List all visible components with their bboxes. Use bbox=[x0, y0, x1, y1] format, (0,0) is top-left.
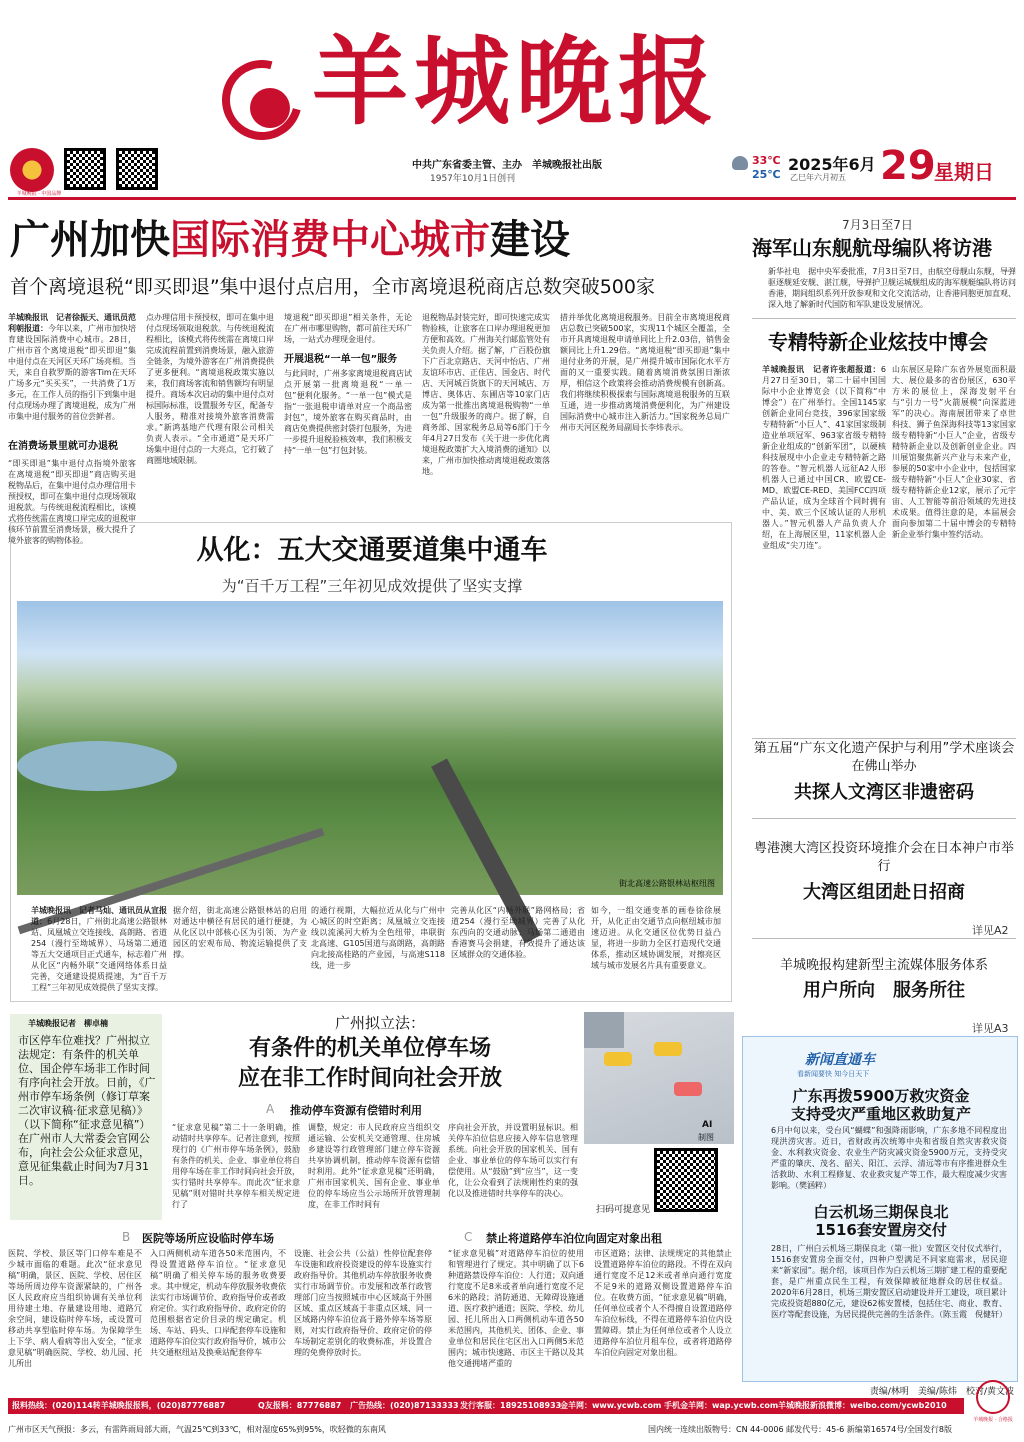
news-box-tag-sub: 看新闻要快 知今日天下 bbox=[797, 1070, 870, 1078]
right-culture-headline: 共探人文湾区非遗密码 bbox=[794, 782, 974, 803]
secB-title: 医院等场所应设临时停车场 bbox=[142, 1232, 274, 1245]
secA-col3: 序向社会开放，并设置明显标识。相关停车泊位信息应接入停车信息管理系统。向社会开放的国家机关、国有企业、事业单位的停车场可以实行有偿使用。从“鼓励”到“应当”，这一变化，让公众看到了法规刚性约束的强化以及推进错时共享停车的决心。 bbox=[448, 1123, 578, 1198]
footer-hotline1: 报料热线：(020)114转羊城晚报报料，(020)87776887 bbox=[12, 1401, 226, 1410]
car-icon-1 bbox=[604, 1052, 632, 1066]
date-year-month: 2025年6月 bbox=[788, 155, 876, 174]
badge-seal-icon bbox=[10, 148, 54, 192]
qr-code-2 bbox=[116, 148, 158, 190]
right-invest-see: 详见A2 bbox=[972, 924, 1009, 937]
lead-col4: 退税物品封装完好，即可快速完成实物验核，让旅客在口岸办理退税更加方便和高效。广州海关行邮监管处有关负责人介绍。据了解，广百股份旗下广百北京路店、天河中怡店、广州友谊环市店、正佳店、国金店、时代店、天河城百货旗下的天河城店、万博店、奥体店、东圃店等10家门店成为第一批推出离境退税购物“一单一包”升级服务的商户。据了解，自商务部、国家税务总局等6部门于今年4月27日发布《关于进一步优化离境退税政策扩大入境消费的通知》以来，广州市加快推动离境退税政策落地。 bbox=[422, 313, 550, 476]
right-top-headline: 海军山东舰航母编队将访港 bbox=[752, 236, 992, 260]
right-invest-headline: 大湾区组团赴日招商 bbox=[803, 882, 965, 903]
conghua-col5: 如今，一组交通变革的画卷徐徐展开，从化正由交通节点向枢纽城市加速迈进。从化交通区位优势日益凸显，将进一步助力全区打造现代交通体系，推动区域协调发展，对擦亮区域与城市发展名片具有重要意义。 bbox=[591, 906, 721, 970]
lead-subhead: 首个离境退税“即买即退”集中退付点启用，全市离境退税商店总数突破500家 bbox=[10, 276, 655, 298]
right-mid-headline: 专精特新企业炫技中博会 bbox=[768, 330, 988, 354]
footer-weibo: 羊城晚报新浪微博：weibo.com/ycwb2010 bbox=[778, 1401, 947, 1410]
ai-label: AI bbox=[702, 1120, 713, 1130]
parking-h2: 应在非工作时间向社会开放 bbox=[237, 1066, 502, 1091]
footer-watermark-seal-icon bbox=[976, 1380, 1010, 1414]
news-box-body: 6月中旬以来，受台风“蝴蝶”和强降雨影响，广东多地不同程度出现洪涝灾害。近日，省财政再次统筹中央和省级自然灾害救灾资金、水利救灾资金、农业生产防灾减灾资金5900万元，支持受灾严重的肇庆、茂名、韶关、阳江、云浮、清远等市有序推进群众生活救助、水利工程修复、农业救灾复产等工作，最大程度减少灾害影响。（樊涵粹） bbox=[771, 1126, 1007, 1190]
lead-col1 bbox=[8, 312, 136, 438]
secC-col1: “征求意见稿”对道路停车泊位的使用和管理进行了规定。其中明确了以下6种道路禁设停车泊位：人行道；双向通行宽度不足8米或者单向通行宽度不足6米的路段；消防通道、无障碍设施通道、医疗救护通道；医院、学校、幼儿园、托儿所出入口两侧机动车道各50米范围内，其他机关、团体、企业、事业单位和居民住宅区出入口两侧5米范围内；城市快速路、市区主干路以及其他交通拥堵严重的 bbox=[448, 1249, 584, 1368]
parking-intro-byline: 羊城晚报记者 柳卓楠 bbox=[28, 1019, 108, 1028]
right-media-headline: 用户所向 服务所往 bbox=[803, 980, 965, 1001]
car-icon-2 bbox=[654, 1042, 682, 1056]
footer-hotline2: Q友报料：87776887 bbox=[258, 1401, 342, 1410]
masthead bbox=[0, 0, 1024, 197]
conghua-byline: 羊城晚报讯 记者马灿、通讯员从宣报道： bbox=[31, 906, 167, 926]
right-media-see: 详见A3 bbox=[972, 1022, 1009, 1035]
lead-headline-part2: 国际消费中心城市 bbox=[170, 217, 490, 263]
lead-sub3: 开展退税“一单一包”服务 bbox=[284, 354, 398, 365]
footer-hotline4: 发行客服：18925108933 bbox=[460, 1401, 562, 1410]
news-box-tag: 新闻直通车 bbox=[805, 1052, 875, 1068]
lead-col2: 点办理信用卡预授权，即可在集中退付点现场领取退税款。与传统退税流程相比，该模式将传统需在离境口岸完成流程前置到消费场景，融入旅游全链条，为境外游客在广州消费提供了更多便利。“离境退税政策实施以来，我们商场客流和销售额均有明显提升。商场本次启动的集中退付点对标国际标准，设置服务专区，配备专人服务，精准对接境外旅客消费需求。”新鸿基地产代理有限公司相关负责人表示。“全市通道”是天环广场集中退付点的一大亮点，它打破了商圈地域限制。 bbox=[146, 313, 274, 465]
lead-sub1: 在消费场景里就可办退税 bbox=[8, 441, 118, 452]
lead-headline-part1: 广州加快 bbox=[10, 217, 170, 263]
credits: 责编/林明 美编/陈炜 校对/黄文波 bbox=[869, 1387, 1014, 1397]
founded-line: 1957年10月1日创刊 bbox=[430, 174, 516, 184]
secA-letter: A bbox=[266, 1102, 275, 1116]
right-mid-byline: 羊城晚报讯 记者许张超报道： bbox=[762, 365, 881, 374]
right-culture-kicker: 第五届“广东文化遗产保护与利用”学术座谈会在佛山举办 bbox=[753, 741, 1015, 774]
lead-headline bbox=[10, 214, 730, 266]
masthead-swoosh-icon bbox=[250, 88, 290, 128]
divider-right-2 bbox=[752, 738, 1016, 739]
date-day: 29 bbox=[880, 143, 936, 189]
conghua-col4: 完善从化区“内畅外联”路网格局；省道254（漫行至坳城界）完善了从化东西向的交通动脉；马场第二通道由香港赛马会捐建，有效提升了通达该区域群众的交通体验。 bbox=[451, 906, 585, 959]
lead-col3: 境退税“即买即退”相关条件，无论在广州市哪里购物，都可前往天环广场，一站式办理现金退付。 bbox=[284, 313, 412, 344]
lead-col3b: 与此同时，广州多家离境退税商店试点开展第一批离境退税“一单一包”便利化服务。“一单一包”模式是指“一张退税申请单对应一个商品密封包”，境外旅客在购买商品时，由商店免费提供密封袋打包服务，为进一步提升退税验核效率，我们积极支持“一单一包”打包封装。 bbox=[284, 369, 412, 455]
secB-letter: B bbox=[122, 1230, 131, 1244]
lead-headline-part3: 建设 bbox=[490, 217, 570, 263]
secC-letter: C bbox=[464, 1230, 473, 1244]
car-icon-3 bbox=[674, 1082, 702, 1096]
photo-river bbox=[17, 741, 177, 791]
lead-col1b: “即买即退”集中退付点指境外旅客在离境退税“即买即退”商店购买退税物品后，在集中退付点办理信用卡预授权，即可在集中退付点现场领取退税款。与传统退税流程相比，该模式将传统需在离境口岸完成的退税审核环节前置至消费场景，极大提升了境外旅客的购物体验。 bbox=[8, 459, 136, 545]
news-box-body2: 28日，广州白云机场三期保良北（第一批）安置区交付仪式举行，1516套安置房全面交付，四种户型满足不同家庭需求，居民迎来“新家园”。据介绍，该项目作为白云机场三期扩建工程的重要配套，是广州重点民生工程，有效保障被征地群众的居住权益。2020年6月28日，机场三期安置区启动建设并开工建设，项目累计完成投资超880亿元，建设62栋安置楼，包括住宅、商业、教育、医疗等配套设施，为居民提供完善的生活条件。（陈玉霞 倪健轩） bbox=[771, 1244, 1007, 1319]
parking-kicker: 广州拟立法： bbox=[334, 1014, 425, 1032]
news-box-h2: 支持受灾严重地区救助复产 bbox=[790, 1105, 971, 1123]
conghua-photo bbox=[17, 601, 723, 895]
sponsor-line: 中共广东省委主管、主办 羊城晚报社出版 bbox=[412, 160, 602, 171]
secB-col3: 设施、社会公共（公益）性停位配套停车设施和政府投资建设的停车设施实行政府指导价。其他机动车停放服务收费实行市场调节价。市发展和改革行政管理部门应当按照城市中心区域高于外围区域、重点区域高于非重点区域、同一区域路内停车泊位高于路外停车场等原则，对实行政府指导价、政府定价的停车场制定差别化的收费标准，并设置合理的免费停放时长。 bbox=[294, 1249, 432, 1357]
badge-text: 羊城晚报 · 中国品牌 bbox=[16, 191, 62, 197]
ai-label2: 制图 bbox=[698, 1133, 714, 1142]
masthead-title: 羊城晚报 bbox=[312, 25, 720, 138]
footer-watermark: 羊城晚报 · 合格报 bbox=[973, 1417, 1013, 1423]
building-icon bbox=[584, 1012, 624, 1048]
conghua-col1 bbox=[31, 905, 167, 995]
parking-qr-caption: 扫码可提意见 bbox=[596, 1205, 651, 1215]
divider-right-3 bbox=[752, 818, 1016, 819]
news-box-h4: 1516套安置房交付 bbox=[815, 1221, 947, 1239]
parking-qr-code bbox=[654, 1148, 718, 1212]
footer-wap: 手机金羊网：wap.ycwb.com bbox=[664, 1401, 779, 1410]
news-box-h3: 白云机场三期保良北 bbox=[813, 1203, 949, 1221]
right-top-date-range: 7月3日至7日 bbox=[842, 218, 913, 232]
photo-caption: 街北高速公路银林站枢纽图 bbox=[619, 879, 715, 888]
right-mid-col2: 山东展区是除广东省外展览面积最大、展位最多的省份展区，630平方米的展位上，深海发射平台与“引力一号”火箭展模“向深蓝进军”的决心。海南展团带来了卓世科技、狮子鱼深海科技等13家国家级专精特新“小巨人”企业，省级专精特新企业以及创新创业企业。四川展馆聚焦新兴产业与未来产业，参展的50家中小企业中，包括国家级专精特新“小巨人”企业30家、省级专精特新企业12家，展示了元宇宙、人工智能等前沿领域的先进技术成果。值得注意的是，本届展会面向参加第二十届中博会的专精特新企业举行集中签约活动。 bbox=[892, 365, 1016, 539]
conghua-box bbox=[10, 522, 732, 1002]
secA-title: 推动停车资源有偿错时利用 bbox=[290, 1104, 422, 1117]
date-weekday: 星期日 bbox=[934, 160, 994, 184]
weather-icon bbox=[732, 156, 748, 170]
qr-code-1 bbox=[64, 148, 106, 190]
conghua-col2: 据介绍，街北高速公路银林站的启用对通达中横径有居民的通行便捷，为从化区以中部核心区为引领、为产业园区的宏观布局、物流运输提供了支撑。 bbox=[173, 906, 307, 959]
lead-byline: 羊城晚报讯 记者徐振天、通讯员范利朝报道： bbox=[8, 313, 136, 333]
secB-col1: 医院、学校、景区等门口停车难是不少城市面临的难题。此次“征求意见稿”明确，景区、医院、学校、居住区等场所周边停车资源紧缺的，广州各区人民政府应当组织协调有关单位利用待建土地、存量建设用地、道路冗余空间，建设临时停车场，或设置可移动共享型临时停车场。为保障学生上下学、病人看病等出入安全，“征求意见稿”明确医院、学校、幼儿园、托儿所出 bbox=[8, 1249, 142, 1368]
parking-h1: 有条件的机关单位停车场 bbox=[248, 1036, 491, 1061]
secA-col2: 调整，规定：市人民政府应当组织交通运输、公安机关交通管理、住房城乡建设等行政管理部门建立停车资源共享协调机制，推动停车资源有偿错时利用。此外“征求意见稿”还明确，广州市国家机关、国有企业、事业单位的停车场应当公示场所开放管理制度，在非工作时间有 bbox=[308, 1123, 440, 1209]
right-top-body: 新华社电 据中央军委批准，7月3日至7日，由航空母舰山东舰，导弹驱逐舰延安舰、湛江舰，导弹护卫舰运城舰组成的海军舰艇编队将访问香港，期间组织系列开放参观和文化交流活动，让香港同胞更加直观、深入地了解新时代国防和军队建设发展情况。 bbox=[768, 267, 1016, 309]
weather-low: 25℃ bbox=[752, 168, 781, 181]
right-mid-col1-text: 6月27日至30日，第二十届中国国际中小企业博览会（以下简称“中博会”）在广州举行。全国1145家创新企业同台竞技，396家国家级专精特新“小巨人”、41家国家级制造业单项冠军、963家省级专精特新企业组成的“创新军团”，以硬核科技展现中小企业走专精特新之路的答卷。“智元机器人远征A2人形机器人已通过中国CR、欧盟CE-MD、欧盟CE-RED、美国FCC四项产品认证，成为全球首个同时拥有中、美、欧三个区域认证的人形机器人。”智元机器人产品负责人介绍，在上海展区里，11家机器人企业组成“尖刀连”。 bbox=[762, 365, 886, 550]
secA-col1: “征求意见稿”第二十一条明确，推动错时共享停车。记者注意到，按照现行的《广州市停车场条例》，鼓励有条件的机关、企业、事业单位将自用停车场在非工作时间向社会开放，实行错时共享停车。而此次“征求意见稿”则对错时共享停车相关规定进行了 bbox=[172, 1123, 300, 1209]
conghua-subhead: 为“百千万工程”三年初见成效提供了坚实支撑 bbox=[221, 577, 523, 595]
footer-web: 金羊网：www.ycwb.com bbox=[560, 1401, 662, 1410]
right-invest-kicker: 粤港澳大湾区投资环境推介会在日本神户市举行 bbox=[753, 841, 1014, 874]
right-mid-col1 bbox=[762, 364, 886, 734]
parking-illustration bbox=[584, 1012, 734, 1144]
conghua-headline: 从化：五大交通要道集中通车 bbox=[196, 535, 548, 566]
right-media-kicker: 羊城晚报构建新型主流媒体服务体系 bbox=[779, 958, 988, 973]
masthead-rule bbox=[8, 197, 1016, 200]
parking-intro-box bbox=[10, 1014, 162, 1220]
footer-weather-line: 广州市区天气预报：多云，有雷阵雨局部大雨，气温25℃到33℃，相对湿度65%到95%，吹轻微的东南风 bbox=[8, 1425, 386, 1434]
secC-col2: 市区道路；法律、法规规定的其他禁止设置道路停车泊位的路段。不得在双向通行宽度不足12米或者单向通行宽度不足9米的道路双侧设置道路停车泊位。在收费方面，“征求意见稿”明确，任何单位或者个人不得擅自设置道路停车泊位标线，不得在道路停车泊位内设置障碍。禁止为任何单位或者个人设立道路停车泊位月租车位，或者将道路停车泊位向固定对象出租。 bbox=[594, 1249, 732, 1357]
footer-code-line: 国内统一连续出版物号：CN 44-0006 邮发代号：45-6 新编第16574号/全国发行8版 bbox=[648, 1425, 953, 1434]
news-box-h1: 广东再拨5900万救灾资金 bbox=[792, 1087, 970, 1105]
lead-col1-text: 今年以来，广州市加快培育建设国际消费中心城市。28日，广州市首个离境退税“即买即退”集中退付点在天河区天环广场亮相。当天，来自自救罗斯的游客Tim在天环广场多元“买买买”，一共消费了1万多元，在工作人员的指引下到集中退付点现场办理了离境退税，成为广州市集中退付服务的首位尝鲜者。 bbox=[8, 324, 136, 421]
secC-title: 禁止将道路停车泊位向固定对象出租 bbox=[486, 1232, 662, 1245]
divider-right-4 bbox=[752, 938, 1016, 939]
footer-hotline3: 广告热线：(020)87133333 bbox=[350, 1401, 459, 1410]
conghua-col3: 的通行视期，大幅拉近从化与广州中心城区的时空距离；凤凰城立交连接线以流溪河大桥为全色纽带，串联街北高速、G105国道与高朗路，高朗路向北接高桂路的产业园，与高速S118线，进一步 bbox=[311, 906, 445, 970]
lead-col5: 措并举优化离境退税服务。目前全市离境退税商店总数已突破500家，实现11个城区全覆盖，全市开具离境退税申请单同比上升2.03倍，销售金额同比上升1.29倍。“离境退税“即买即退”集中退付业务的开展，是广州提升城市国际化水平方面的又一重要实践。随着离境消费氛围日渐浓厚，相信这个政策将会推动消费规模有创新高。我们将继续积极探索与国际离境退税服务的互联互通，进一步推动离境消费便利化，为广州建设国际消费中心城市注入新活力。”国家税务总局广州市天河区税务局副局长李炜表示。 bbox=[560, 313, 730, 432]
date-lunar: 乙巳年六月初五 bbox=[790, 173, 846, 182]
parking-intro-text: 市区停车位难找？广州拟立法规定：有条件的机关单位、国企停车场非工作时间有序向社会开放。日前，《广州市停车场条例（修订草案二次审议稿·征求意见稿）》（以下简称“征求意见稿”）在广州市人大常委会官网公布，向社会公众征求意见，意见征集截止时间为7月31日。 bbox=[18, 1034, 156, 1187]
conghua-col1-text: 6月28日，广州街北高速公路银林站、凤凰城立交连接线、高朗路、省道254（漫行至坳城界）、马场第二通道等五大交通项目正式通车，标志着广州从化区“内畅外联”交通网络体系日益完善，交通建设提质提速，为“百千万工程”三年初见成效提供了坚实支撑。 bbox=[31, 917, 167, 992]
news-box bbox=[742, 1036, 1018, 1382]
divider-right-1 bbox=[752, 318, 1016, 319]
secB-col2: 入口两侧机动车道各50米范围内，不得设置道路停车泊位。“征求意见稿”明确了相关停车场的服务收费要求。其中规定，机动车停放服务收费依法实行市场调节价、政府指导价或者政府定价。实行政府指导价、政府定价的范围根据省定价目录的规定确定。机场、车站、码头、口岸配套停车设施和道路停车泊位实行政府指导价，城市公共交通枢纽站及换乘站配套停车 bbox=[150, 1249, 286, 1357]
weather-high: 33℃ bbox=[752, 154, 781, 167]
